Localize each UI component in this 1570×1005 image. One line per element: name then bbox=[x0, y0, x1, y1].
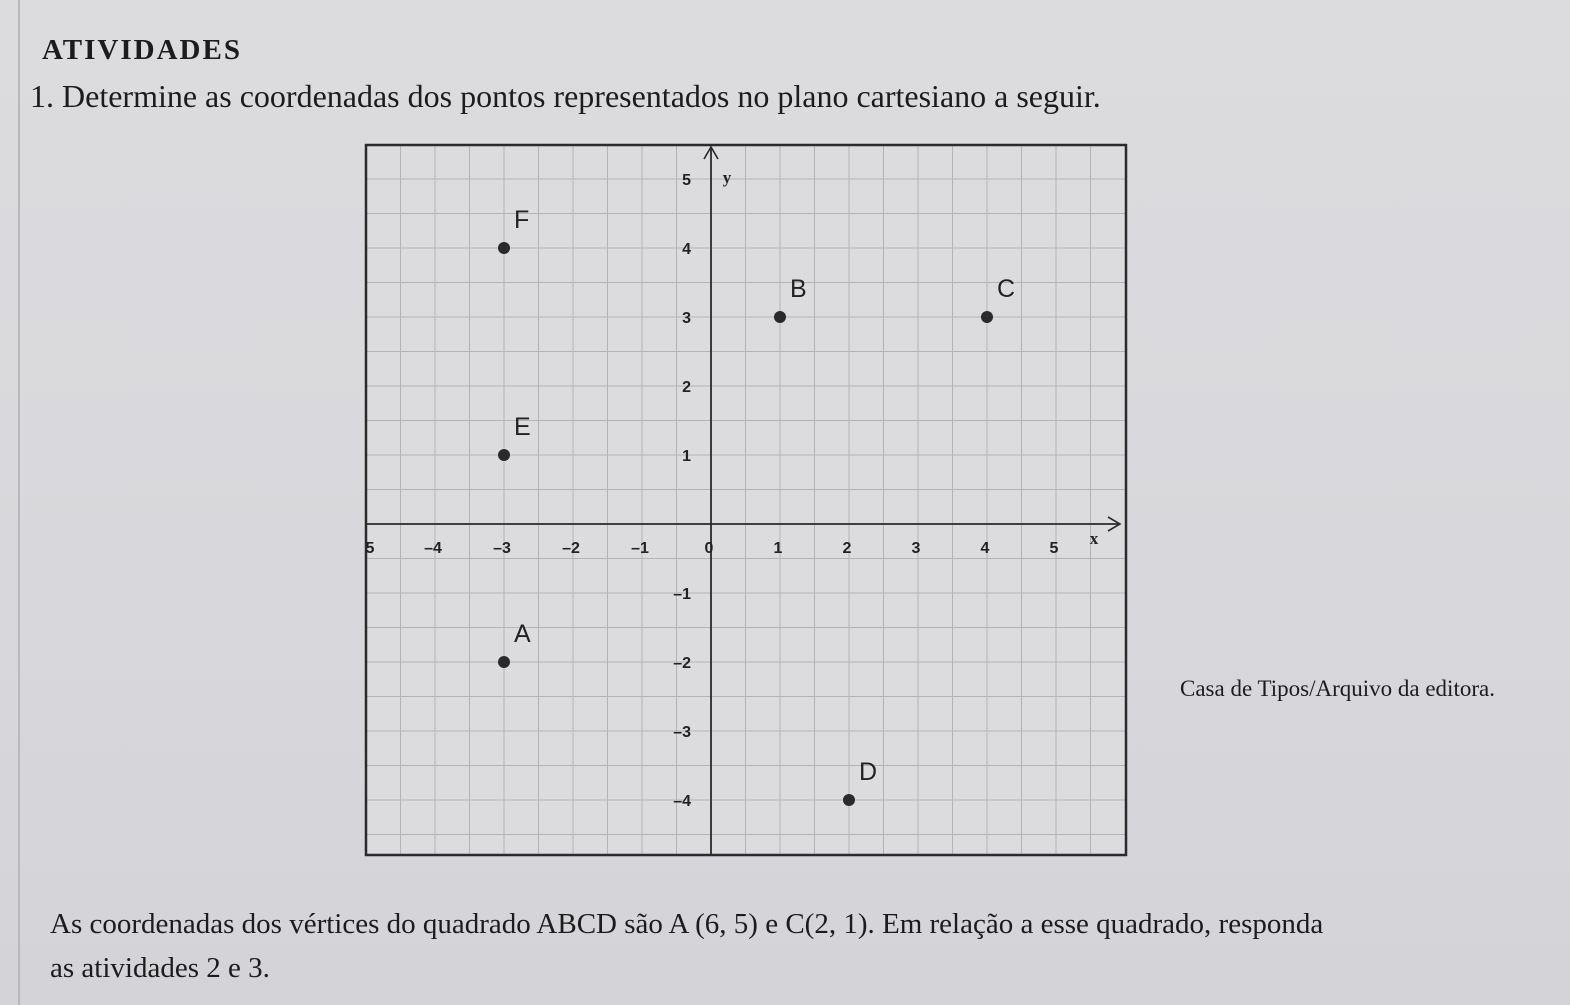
x-tick-label: 1 bbox=[773, 540, 783, 557]
point-e-marker bbox=[498, 449, 510, 461]
x-tick-label: –4 bbox=[424, 540, 442, 557]
image-credit: Casa de Tipos/Arquivo da editora. bbox=[1180, 676, 1495, 701]
x-tick-label: 5 bbox=[1049, 540, 1059, 557]
point-b-marker bbox=[774, 311, 786, 323]
cartesian-plane-chart bbox=[356, 137, 1132, 861]
y-tick-label: 2 bbox=[682, 379, 691, 396]
question-1-text: 1. Determine as coordenadas dos pontos representados no plano cartesiano a seguir. bbox=[30, 78, 1101, 114]
point-a-marker bbox=[498, 656, 510, 668]
point-e-label: E bbox=[514, 413, 531, 441]
x-tick-label: 0 bbox=[704, 540, 714, 557]
footer-line-1: As coordenadas dos vértices do quadrado ABCD são A (6, 5) e C(2, 1). Em relação a esse quadrado, responda bbox=[50, 908, 1324, 940]
y-tick-label: –3 bbox=[673, 724, 691, 741]
x-tick-label: –1 bbox=[631, 540, 649, 557]
point-d-label: D bbox=[859, 758, 878, 786]
square-abcd-text bbox=[50, 902, 1550, 990]
x-tick-label: 5 bbox=[365, 540, 375, 557]
point-d-marker bbox=[843, 794, 855, 806]
x-tick-label: 3 bbox=[911, 540, 921, 557]
y-tick-label: 5 bbox=[682, 172, 691, 189]
y-tick-label: 1 bbox=[682, 448, 691, 465]
y-tick-label: –2 bbox=[673, 655, 691, 672]
x-tick-label: –3 bbox=[493, 540, 511, 557]
point-f-marker bbox=[498, 242, 510, 254]
x-tick-label: –2 bbox=[562, 540, 580, 557]
y-tick-label: 3 bbox=[682, 310, 691, 327]
section-heading: ATIVIDADES bbox=[42, 34, 242, 66]
x-tick-label: 4 bbox=[980, 540, 990, 557]
y-tick-label: –1 bbox=[673, 586, 691, 603]
point-f-label: F bbox=[514, 206, 530, 234]
point-c-marker bbox=[981, 311, 993, 323]
x-tick-label: 2 bbox=[842, 540, 852, 557]
point-b-label: B bbox=[790, 275, 807, 303]
point-c-label: C bbox=[997, 275, 1016, 303]
y-tick-label: –4 bbox=[673, 793, 691, 810]
y-axis-label: y bbox=[722, 168, 732, 187]
footer-line-2: as atividades 2 e 3. bbox=[50, 952, 270, 984]
point-a-label: A bbox=[514, 620, 531, 648]
page-margin-line bbox=[18, 0, 20, 1005]
y-tick-label: 4 bbox=[682, 241, 691, 258]
x-axis-label: x bbox=[1089, 529, 1099, 548]
